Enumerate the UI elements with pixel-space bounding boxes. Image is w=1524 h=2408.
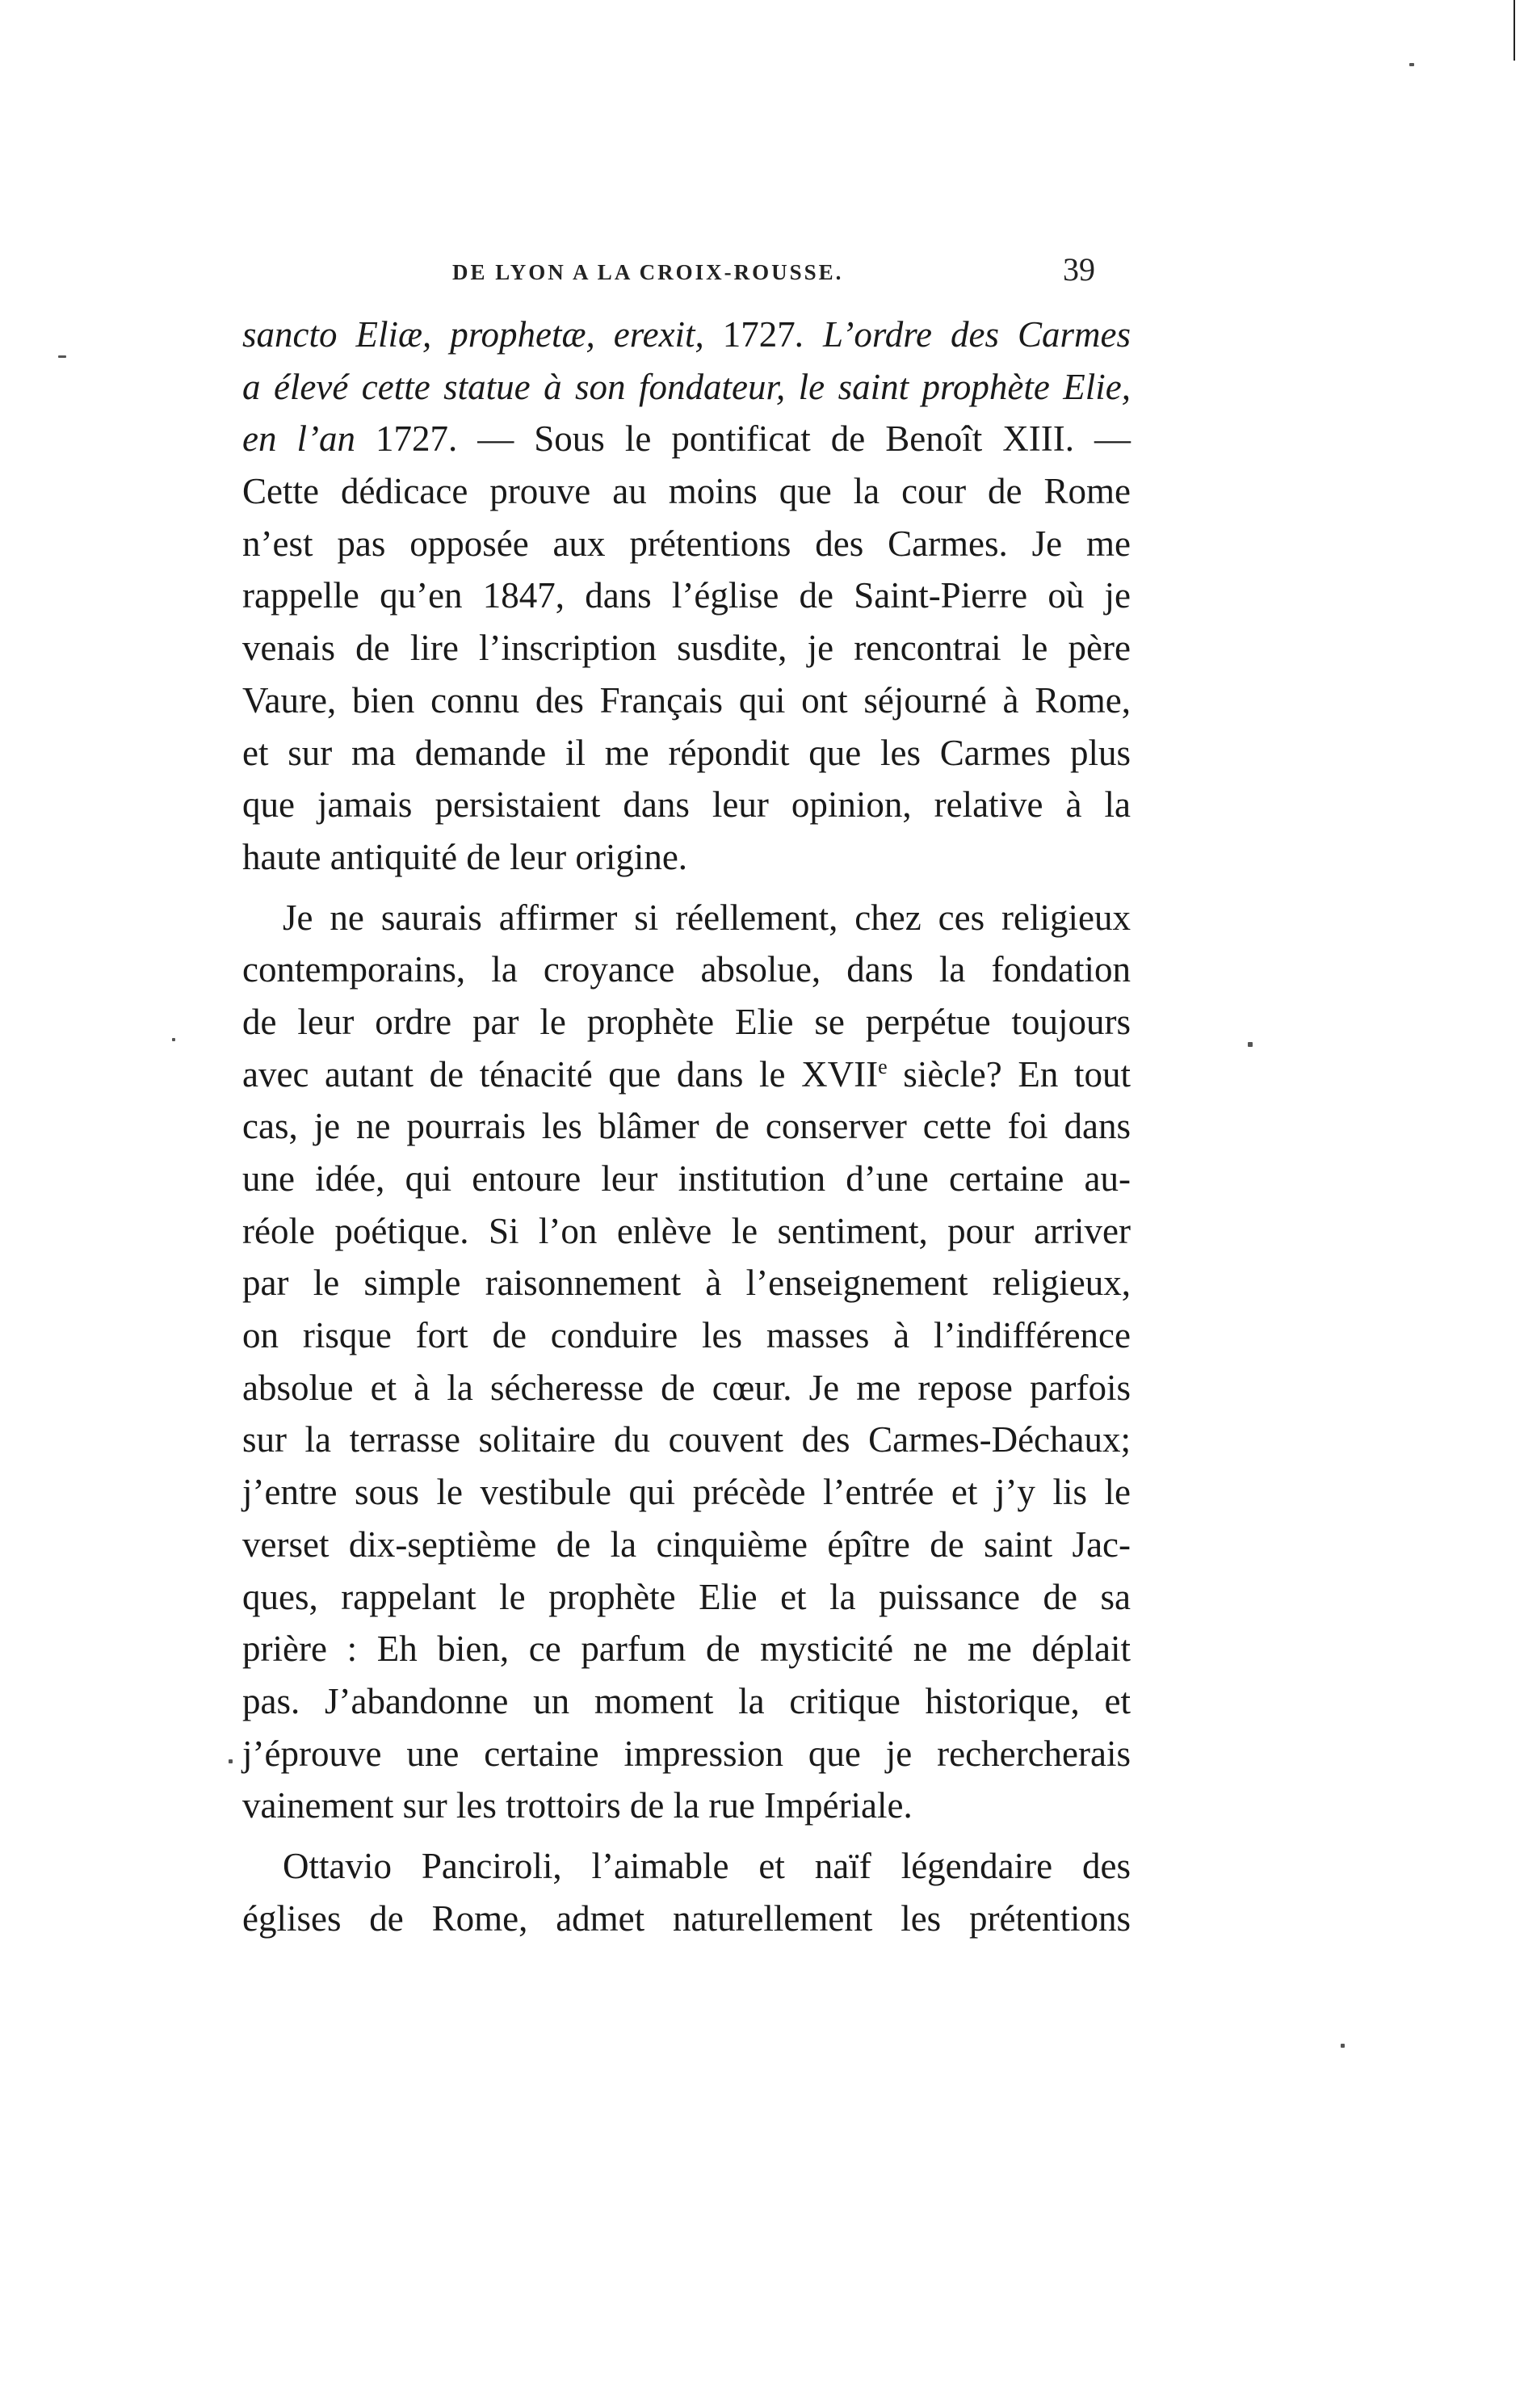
- text-segment: sancto Eliæ, prophetæ, erexit,: [242, 314, 723, 355]
- text-line: Cette dédicace prouve au moins que la cour de Rome: [242, 471, 1131, 512]
- text-line: vainement sur les trottoirs de la rue Impériale.: [242, 1785, 913, 1826]
- text-line: n’est pas opposée aux prétentions des Carmes. Je me: [242, 523, 1131, 564]
- text-segment: avec autant de ténacité que dans le XVII: [242, 1053, 879, 1095]
- scan-speck: [1341, 2044, 1345, 2048]
- text-line: absolue et à la sécheresse de cœur. Je me repose parfois: [242, 1367, 1131, 1408]
- text-line: Vaure, bien connu des Français qui ont séjourné à Rome,: [242, 679, 1131, 721]
- text-segment: 1727. — Sous le pontificat de Benoît XIII. —: [376, 418, 1131, 460]
- text-line: une idée, qui entoure leur institution d’une certaine au-: [242, 1158, 1131, 1199]
- text-line: prière : Eh bien, ce parfum de mysticité ne me déplait: [242, 1628, 1131, 1670]
- text-line: églises de Rome, admet naturellement les prétentions: [242, 1897, 1131, 1939]
- text-line: j’entre sous le vestibule qui précède l’entrée et j’y lis le: [242, 1472, 1131, 1513]
- text-line: verset dix-septième de la cinquième épître de saint Jac-: [242, 1523, 1131, 1565]
- text-line: contemporains, la croyance absolue, dans la fondation: [242, 949, 1131, 990]
- text-line: [242, 309, 1131, 361]
- text-line: rappelle qu’en 1847, dans l’église de Saint-Pierre où je: [242, 575, 1131, 616]
- text-line: ques, rappelant le prophète Elie et la puissance de sa: [242, 1576, 1131, 1617]
- text-segment: siècle? En tout: [887, 1053, 1131, 1095]
- superscript: e: [878, 1054, 888, 1078]
- scan-speck: [1409, 63, 1414, 66]
- page-number: 39: [1063, 251, 1095, 288]
- text-line: on risque fort de conduire les masses à l’indifférence: [242, 1315, 1131, 1356]
- scan-speck: [229, 1759, 233, 1763]
- text-line: par le simple raisonnement à l’enseignement religieux,: [242, 1263, 1131, 1304]
- text-line: de leur ordre par le prophète Elie se perpétue toujours: [242, 1001, 1131, 1042]
- text-line: sur la terrasse solitaire du couvent des Carmes-Déchaux;: [242, 1419, 1131, 1460]
- text-line: Je ne saurais affirmer si réellement, chez ces religieux: [283, 897, 1131, 938]
- text-line: j’éprouve une certaine impression que je rechercherais: [242, 1733, 1131, 1774]
- text-line: venais de lire l’inscription susdite, je rencontrai le père: [242, 628, 1131, 669]
- running-head: DE LYON A LA CROIX-ROUSSE.: [452, 260, 844, 284]
- text-segment: . L’ordre des Carmes: [795, 314, 1131, 355]
- scan-speck: [1248, 1042, 1253, 1047]
- text-line: haute antiquité de leur origine.: [242, 836, 688, 877]
- scan-speck: [172, 1038, 175, 1041]
- text-line: Ottavio Panciroli, l’aimable et naïf légendaire des: [283, 1845, 1131, 1886]
- scan-edge-mark: [1514, 0, 1515, 61]
- text-segment: en l’an: [242, 418, 376, 460]
- text-line: [242, 1049, 1131, 1101]
- text-line: et sur ma demande il me répondit que les Carmes plus: [242, 732, 1131, 773]
- scan-speck: [58, 355, 66, 358]
- text-line: [242, 361, 1131, 414]
- text-line: [242, 413, 1131, 465]
- text-line: réole poétique. Si l’on enlève le sentiment, pour arriver: [242, 1210, 1131, 1251]
- text-segment: a élevé cette statue à son fondateur, le saint prophète Elie,: [242, 366, 1131, 407]
- text-segment: 1727: [722, 314, 796, 355]
- text-line: cas, je ne pourrais les blâmer de conserver cette foi dans: [242, 1106, 1131, 1147]
- body-text: [242, 309, 1131, 1944]
- text-line: que jamais persistaient dans leur opinion, relative à la: [242, 784, 1131, 826]
- text-line: pas. J’abandonne un moment la critique historique, et: [242, 1680, 1131, 1721]
